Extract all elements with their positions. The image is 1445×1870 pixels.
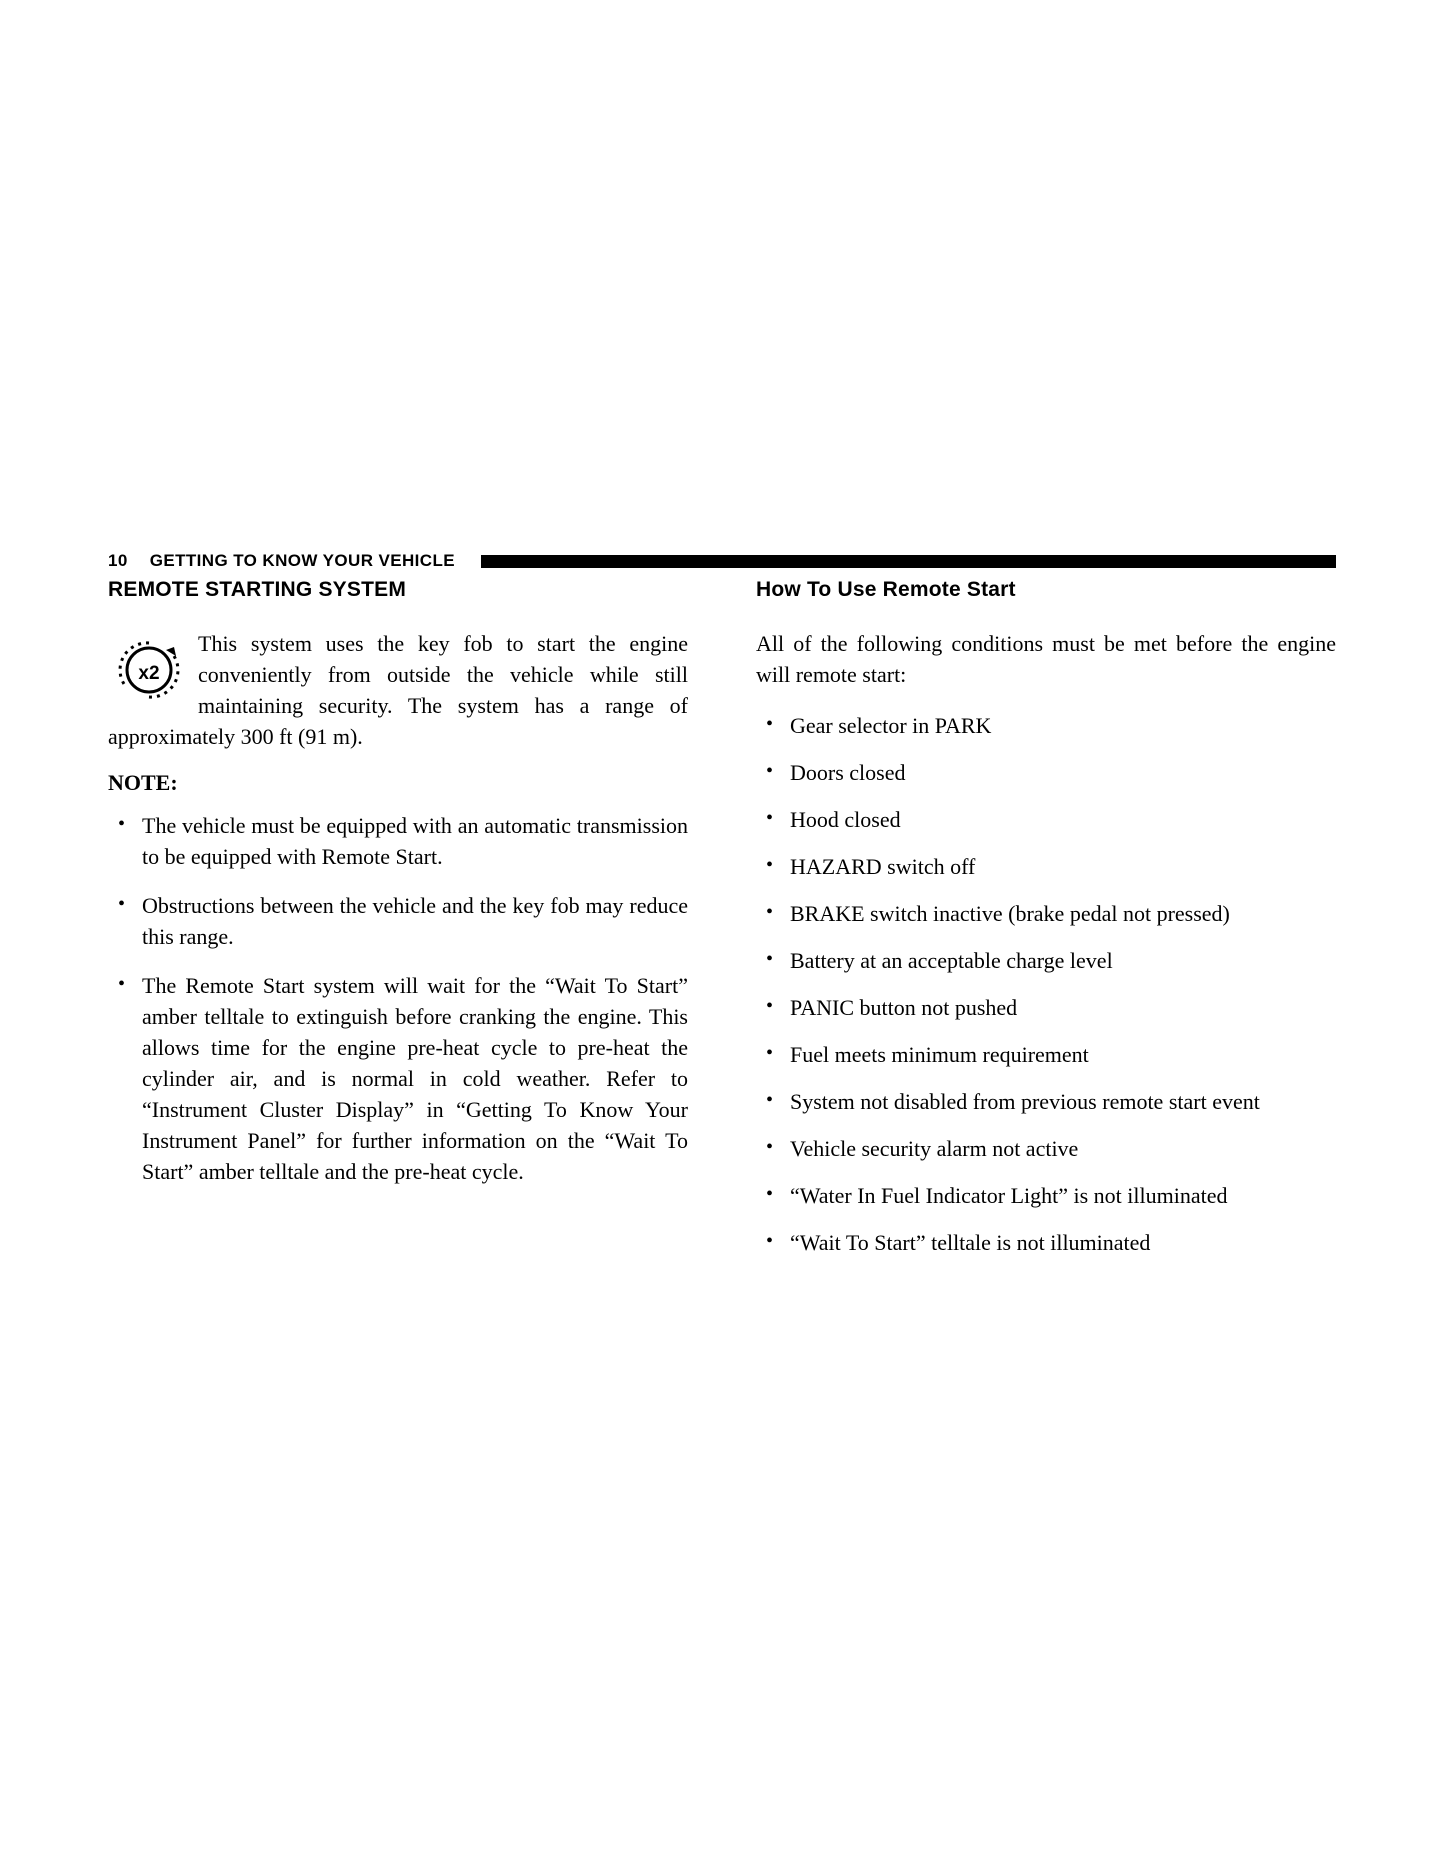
header-section-title: GETTING TO KNOW YOUR VEHICLE bbox=[149, 551, 455, 570]
x2-remote-start-icon bbox=[108, 634, 190, 706]
list-item: • Gear selector in PARK bbox=[756, 710, 1336, 741]
svg-text:x2: x2 bbox=[138, 663, 160, 684]
left-column bbox=[108, 578, 688, 1205]
list-item: • “Water In Fuel Indicator Light” is not illuminated bbox=[756, 1180, 1336, 1211]
list-item: • The vehicle must be equipped with an automatic transmission to be equipped with Remote Start. bbox=[108, 810, 688, 872]
list-item: • Fuel meets minimum requirement bbox=[756, 1039, 1336, 1070]
page-number: 10 bbox=[108, 551, 128, 570]
list-item: • Hood closed bbox=[756, 804, 1336, 835]
list-item: • Battery at an acceptable charge level bbox=[756, 945, 1336, 976]
note-list bbox=[108, 810, 688, 1187]
header-rule bbox=[481, 555, 1336, 568]
note-label: NOTE: bbox=[108, 770, 178, 795]
list-item: • HAZARD switch off bbox=[756, 851, 1336, 882]
intro-paragraph: This system uses the key fob to start the engine conveniently from outside the vehicle while still maintaining security. The system has a range of approximately 300 ft (91 m). bbox=[108, 631, 688, 749]
section-title-remote-starting-system: REMOTE STARTING SYSTEM bbox=[108, 578, 407, 601]
list-item: • “Wait To Start” telltale is not illuminated bbox=[756, 1227, 1336, 1258]
list-item: • The Remote Start system will wait for the “Wait To Start” amber telltale to extinguish before cranking the engine. This allows time for the engine pre-heat cycle to pre-heat the cylinder air, and is normal in cold weather. Refer to “Instrument Cluster Display” in “Getting To Know Your Instrument Panel” for further information on the “Wait To Start” amber telltale and the pre-heat cycle. bbox=[108, 970, 688, 1187]
list-item: • Doors closed bbox=[756, 757, 1336, 788]
running-header bbox=[108, 548, 1336, 574]
section-title-how-to-use-remote-start: How To Use Remote Start bbox=[756, 578, 1016, 601]
list-item: • BRAKE switch inactive (brake pedal not pressed) bbox=[756, 898, 1336, 929]
lead-paragraph: All of the following conditions must be met before the engine will remote start: bbox=[756, 631, 1336, 687]
list-item: • PANIC button not pushed bbox=[756, 992, 1336, 1023]
list-item: • System not disabled from previous remote start event bbox=[756, 1086, 1336, 1117]
list-item: • Obstructions between the vehicle and the key fob may reduce this range. bbox=[108, 890, 688, 952]
intro-block bbox=[108, 628, 688, 752]
right-column bbox=[756, 578, 1336, 1274]
list-item: • Vehicle security alarm not active bbox=[756, 1133, 1336, 1164]
conditions-list bbox=[756, 710, 1336, 1258]
